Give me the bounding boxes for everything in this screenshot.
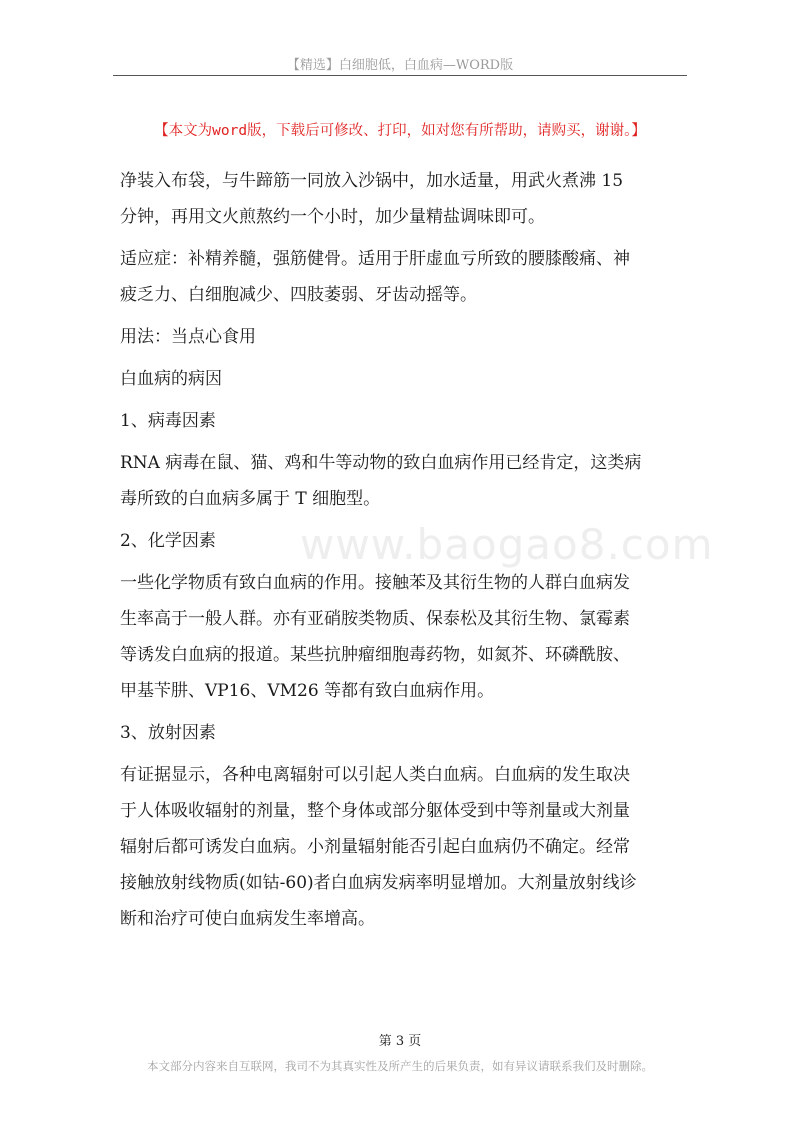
page-number: 第 3 页 (378, 1034, 422, 1049)
paragraph-chemical (120, 565, 682, 709)
paragraph-usage: 用法：当点心食用 (120, 327, 256, 347)
header-rule (113, 75, 687, 76)
text-line: 断和治疗可使白血病发生率增高。 (120, 909, 375, 929)
paragraph-radiation (120, 757, 682, 937)
subsection-heading-radiation: 3、放射因素 (120, 723, 216, 743)
text-line: 分钟，再用文火煎熬约一个小时，加少量精盐调味即可。 (120, 207, 545, 227)
page-footer: 本文部分内容来自互联网，我司不为其真实性及所产生的后果负责，如有异议请联系我们及时删除。 (147, 1059, 653, 1073)
subsection-heading-chemical: 2、化学因素 (120, 531, 216, 551)
paragraph-preparation (120, 163, 682, 235)
text-line: 辐射后都可诱发白血病。小剂量辐射能否引起白血病仍不确定。经常 (120, 837, 630, 857)
text-line: 适应症：补精养髓，强筋健骨。适用于肝虚血亏所致的腰膝酸痛、神 (120, 249, 630, 269)
watermark: www.baogao8.com (300, 520, 714, 569)
text-line: 于人体吸收辐射的剂量，整个身体或部分躯体受到中等剂量或大剂量 (120, 801, 630, 821)
text-line: 生率高于一般人群。亦有亚硝胺类物质、保泰松及其衍生物、氯霉素 (120, 609, 630, 629)
text-line: 毒所致的白血病多属于 T 细胞型。 (120, 489, 381, 509)
subsection-heading-virus: 1、病毒因素 (120, 411, 216, 431)
section-heading: 白血病的病因 (120, 369, 222, 389)
paragraph-indications (120, 241, 682, 313)
text-line: 接触放射线物质(如钴-60)者白血病发病率明显增加。大剂量放射线诊 (120, 873, 637, 893)
page-header: 【精选】白细胞低，白血病—WORD版 (286, 58, 514, 73)
text-line: 有证据显示，各种电离辐射可以引起人类白血病。白血病的发生取决 (120, 765, 630, 785)
paragraph-virus (120, 445, 682, 517)
text-line: 一些化学物质有致白血病的作用。接触苯及其衍生物的人群白血病发 (120, 573, 630, 593)
text-line: 等诱发白血病的报道。某些抗肿瘤细胞毒药物，如氮芥、环磷酰胺、 (120, 645, 630, 665)
text-line: 净装入布袋，与牛蹄筋一同放入沙锅中，加水适量，用武火煮沸 15 (120, 171, 624, 191)
purchase-notice: 【本文为word版，下载后可修改、打印，如对您有所帮助，请购买，谢谢。】 (154, 123, 646, 139)
text-line: 疲乏力、白细胞减少、四肢萎弱、牙齿动摇等。 (120, 285, 477, 305)
text-line: 甲基苄肼、VP16、VM26 等都有致白血病作用。 (120, 681, 495, 701)
document-body (120, 163, 682, 937)
text-line: RNA 病毒在鼠、猫、鸡和牛等动物的致白血病作用已经肯定，这类病 (120, 453, 642, 473)
